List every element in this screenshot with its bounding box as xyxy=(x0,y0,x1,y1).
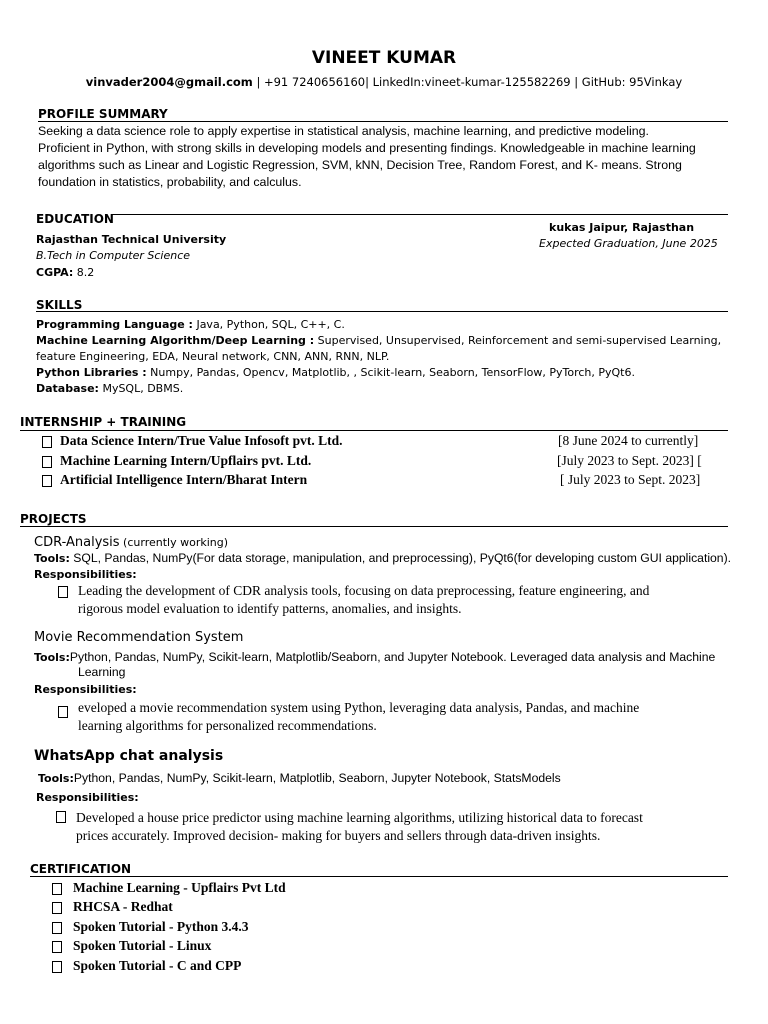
section-title-internship: INTERNSHIP + TRAINING xyxy=(20,415,187,429)
bullet-icon xyxy=(58,585,68,603)
summary-line: Seeking a data science role to apply expertise in statistical analysis, machine learning, and predictive modeling. xyxy=(38,124,649,138)
tools-text-cont: Learning xyxy=(78,665,126,679)
university xyxy=(36,232,226,248)
project-description xyxy=(76,809,756,845)
internship-date: [ July 2023 to Sept. 2023] xyxy=(560,472,701,487)
responsibilities-label: Responsibilities: xyxy=(34,683,137,696)
desc-line: Developed a house price predictor using machine learning algorithms, utilizing historical data to forecast xyxy=(76,810,643,825)
divider xyxy=(20,526,728,527)
project-tools xyxy=(34,649,764,666)
desc-line: rigorous model evaluation to identify patterns, anomalies, and insights. xyxy=(78,601,462,616)
section-title-education: EDUCATION xyxy=(36,212,114,226)
bullet-icon xyxy=(52,940,62,958)
internship-date: [8 June 2024 to currently] xyxy=(558,433,699,448)
summary-line: foundation in statistics, probability, and calculus. xyxy=(38,175,302,189)
desc-line: learning algorithms for personalized recommendations. xyxy=(78,718,377,733)
project-name: CDR-Analysis xyxy=(34,535,120,550)
bullet-icon xyxy=(42,455,52,473)
bullet-icon xyxy=(42,474,52,492)
tools-text: Python, Pandas, NumPy, Scikit-learn, Matplotlib/Seaborn, and Jupyter Notebook. Leveraged data analysis and Machine xyxy=(69,650,716,664)
cgpa-label: CGPA: xyxy=(36,266,74,279)
candidate-name: VINEET KUMAR xyxy=(311,48,457,68)
bullet-icon xyxy=(52,921,62,939)
bullet-icon xyxy=(52,901,62,919)
desc-line: eveloped a movie recommendation system using Python, leveraging data analysis, Pandas, and machine xyxy=(78,700,640,715)
certification-item: Machine Learning - Upflairs Pvt Ltd xyxy=(73,880,286,895)
skill-value: Java, Python, SQL, C++, C. xyxy=(192,318,345,331)
desc-line: Leading the development of CDR analysis tools, focusing on data preprocessing, feature engineering, and xyxy=(78,583,650,598)
certification-item: Spoken Tutorial - C and CPP xyxy=(73,958,242,973)
skill-value: Numpy, Pandas, Opencv, Matplotlib, , Scikit-learn, Seaborn, TensorFlow, PyTorch, PyQt6. xyxy=(146,366,635,379)
project-tools xyxy=(38,769,758,787)
project-description xyxy=(78,582,738,618)
skill-label: Programming Language : xyxy=(36,318,193,331)
divider xyxy=(30,876,728,877)
summary-text xyxy=(38,123,728,191)
desc-line: prices accurately. Improved decision- making for buyers and sellers through data-driven insights. xyxy=(76,828,601,843)
divider xyxy=(20,430,728,431)
section-title-skills: SKILLS xyxy=(36,298,83,312)
tools-label: Tools: xyxy=(34,552,70,565)
skill-row xyxy=(36,381,736,397)
contact-details: | +91 7240656160| LinkedIn:vineet-kumar-125582269 | GitHub: 95Vinkay xyxy=(252,75,683,89)
certification-item: Spoken Tutorial - Python 3.4.3 xyxy=(73,919,249,934)
contact-line xyxy=(0,75,768,89)
degree: B.Tech in Computer Science xyxy=(36,249,191,262)
tools-text: Python, Pandas, NumPy, Scikit-learn, Matplotlib, Seaborn, Jupyter Notebook, StatsModels xyxy=(73,771,561,785)
bullet-icon xyxy=(52,882,62,900)
responsibilities-label: Responsibilities: xyxy=(34,568,137,581)
internship-role: Data Science Intern/True Value Infosoft pvt. Ltd. xyxy=(60,433,343,448)
project-name: WhatsApp chat analysis xyxy=(34,748,224,764)
responsibilities-label: Responsibilities: xyxy=(36,791,139,804)
internship-role: Artificial Intelligence Intern/Bharat Intern xyxy=(60,472,308,487)
skill-row xyxy=(36,333,736,349)
bullet-icon xyxy=(56,810,66,828)
cgpa-value: 8.2 xyxy=(73,266,95,279)
tools-text: SQL, Pandas, NumPy(For data storage, manipulation, and preprocessing), PyQt6(for developing custom GUI application). xyxy=(69,551,732,565)
email: vinvader2004@gmail.com xyxy=(85,75,253,89)
section-title-summary: PROFILE SUMMARY xyxy=(38,107,168,121)
skill-value: Supervised, Unsupervised, Reinforcement and semi-supervised Learning, xyxy=(314,334,722,347)
summary-line: Proficient in Python, with strong skills in developing models and presenting findings. Knowledgeable in machine learning xyxy=(38,141,696,155)
bullet-icon xyxy=(52,960,62,978)
skills-list xyxy=(36,317,736,397)
skill-label: Python Libraries : xyxy=(36,366,147,379)
skill-row xyxy=(36,317,736,333)
section-title-projects: PROJECTS xyxy=(20,512,87,526)
project-tools xyxy=(34,549,764,567)
skill-value: MySQL, DBMS. xyxy=(98,382,184,395)
edu-location-text: kukas Jaipur, Rajasthan xyxy=(549,221,695,234)
bullet-icon xyxy=(42,435,52,453)
university-name: Rajasthan Technical University xyxy=(36,233,227,246)
skill-label: Database: xyxy=(36,382,99,395)
cgpa xyxy=(36,265,94,281)
skill-row xyxy=(36,349,736,365)
divider xyxy=(38,121,728,122)
internship-role: Machine Learning Intern/Upflairs pvt. Ltd. xyxy=(60,453,312,468)
skill-row xyxy=(36,365,736,381)
certification-item: RHCSA - Redhat xyxy=(73,899,173,914)
project-description xyxy=(78,699,738,735)
tools-label: Tools: xyxy=(38,772,74,785)
edu-location xyxy=(549,220,694,236)
divider xyxy=(112,214,728,215)
bullet-icon xyxy=(58,705,68,723)
project-note: (currently working) xyxy=(119,536,229,549)
graduation-date: Expected Graduation, June 2025 xyxy=(539,237,718,250)
tools-label: Tools: xyxy=(34,651,70,664)
internship-date: [July 2023 to Sept. 2023] [ xyxy=(557,453,702,468)
certification-item: Spoken Tutorial - Linux xyxy=(73,938,212,953)
summary-line: algorithms such as Linear and Logistic Regression, SVM, kNN, Decision Tree, Random Forest, and K- means. Strong xyxy=(38,158,682,172)
section-title-certification: CERTIFICATION xyxy=(30,862,132,876)
skill-label: Machine Learning Algorithm/Deep Learning : xyxy=(36,334,315,347)
skill-value: feature Engineering, EDA, Neural network, CNN, ANN, RNN, NLP. xyxy=(36,350,390,363)
divider xyxy=(36,311,728,312)
project-name: Movie Recommendation System xyxy=(34,630,244,645)
